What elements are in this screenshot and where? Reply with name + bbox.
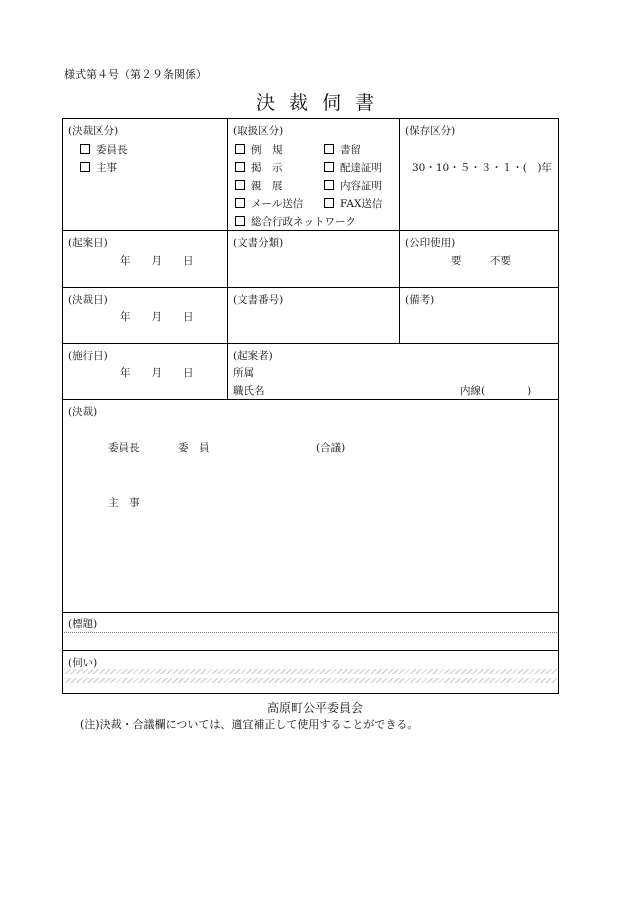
koin-yes[interactable]: 要 xyxy=(451,255,462,267)
form-id: 様式第４号（第２９条関係） xyxy=(64,68,207,81)
biko-label: (備考) xyxy=(405,294,435,306)
kian-bi-label: (起案日) xyxy=(68,237,108,249)
toriatsukai-option[interactable]: 例 規 xyxy=(235,142,283,157)
shuji-label: 主 事 xyxy=(108,497,140,509)
kessai-label: (決裁) xyxy=(68,406,98,418)
checkbox-icon[interactable] xyxy=(324,198,334,208)
toriatsukai-option[interactable]: FAX送信 xyxy=(324,196,382,211)
form-table xyxy=(62,118,559,694)
row-divider xyxy=(62,612,559,613)
row-divider xyxy=(62,399,559,400)
hyodai-write-line xyxy=(64,632,557,633)
hozon-kubun-value[interactable]: 30・10・５・３・１・( )年 xyxy=(412,162,552,174)
toriatsukai-option[interactable]: 親 展 xyxy=(235,178,283,193)
row-divider xyxy=(62,287,559,288)
kessai-bi-date[interactable]: 年 月 日 xyxy=(120,311,194,323)
iin-label: 委 員 xyxy=(178,442,210,454)
hozon-kubun-label: (保存区分) xyxy=(405,125,456,137)
checkbox-icon[interactable] xyxy=(235,162,245,172)
toriatsukai-option[interactable]: 内容証明 xyxy=(324,178,382,193)
checkbox-icon[interactable] xyxy=(324,180,334,190)
toriatsukai-kubun-label: (取扱区分) xyxy=(233,125,284,137)
checkbox-icon[interactable] xyxy=(80,144,90,154)
toriatsukai-option[interactable]: 書留 xyxy=(324,142,361,157)
toriatsukai-option[interactable]: メール送信 xyxy=(235,196,303,211)
shozoku-field[interactable]: 所属 xyxy=(233,367,254,379)
shiko-bi-label: (施行日) xyxy=(68,350,108,362)
koin-no[interactable]: 不要 xyxy=(490,255,511,267)
row-divider xyxy=(62,230,559,231)
ukagai-write-line xyxy=(64,678,557,683)
checkbox-icon[interactable] xyxy=(235,198,245,208)
kessai-kubun-label: (決裁区分) xyxy=(68,125,119,137)
iincho-label: 委員長 xyxy=(108,442,140,454)
bunsho-bunrui-label: (文書分類) xyxy=(233,237,284,249)
kessai-bi-label: (決裁日) xyxy=(68,294,108,306)
checkbox-icon[interactable] xyxy=(235,216,245,226)
column-divider xyxy=(227,118,228,399)
kian-bi-date[interactable]: 年 月 日 xyxy=(120,255,194,267)
checkbox-icon[interactable] xyxy=(324,162,334,172)
checkbox-icon[interactable] xyxy=(235,144,245,154)
organization-name: 高原町公平委員会 xyxy=(266,701,363,715)
kessai-option[interactable]: 主事 xyxy=(80,160,117,175)
toriatsukai-option[interactable]: 総合行政ネットワーク xyxy=(235,214,356,229)
toriatsukai-option[interactable]: 掲 示 xyxy=(235,160,283,175)
shiko-bi-date[interactable]: 年 月 日 xyxy=(120,367,194,379)
column-divider xyxy=(399,118,400,343)
page-title: 決裁伺書 xyxy=(255,92,388,114)
checkbox-icon[interactable] xyxy=(324,144,334,154)
ukagai-label: (伺い) xyxy=(68,657,98,669)
hyodai-label: (標題) xyxy=(68,618,98,630)
checkbox-icon[interactable] xyxy=(80,162,90,172)
kiansha-label: (起案者) xyxy=(233,350,273,362)
gogi-label: (合議) xyxy=(316,442,346,454)
row-divider xyxy=(62,343,559,344)
footnote: (注)決裁・合議欄については、適宜補正して使用することができる。 xyxy=(80,718,419,731)
shokushimei-field[interactable]: 職氏名 xyxy=(233,385,265,397)
row-divider xyxy=(62,650,559,651)
naisen-field[interactable]: 内線( ) xyxy=(460,385,532,397)
checkbox-icon[interactable] xyxy=(235,180,245,190)
bunsho-bango-label: (文書番号) xyxy=(233,294,284,306)
kessai-option[interactable]: 委員長 xyxy=(80,142,128,157)
ukagai-write-line xyxy=(64,669,557,674)
toriatsukai-option[interactable]: 配達証明 xyxy=(324,160,382,175)
koin-shiyo-label: (公印使用) xyxy=(405,237,456,249)
